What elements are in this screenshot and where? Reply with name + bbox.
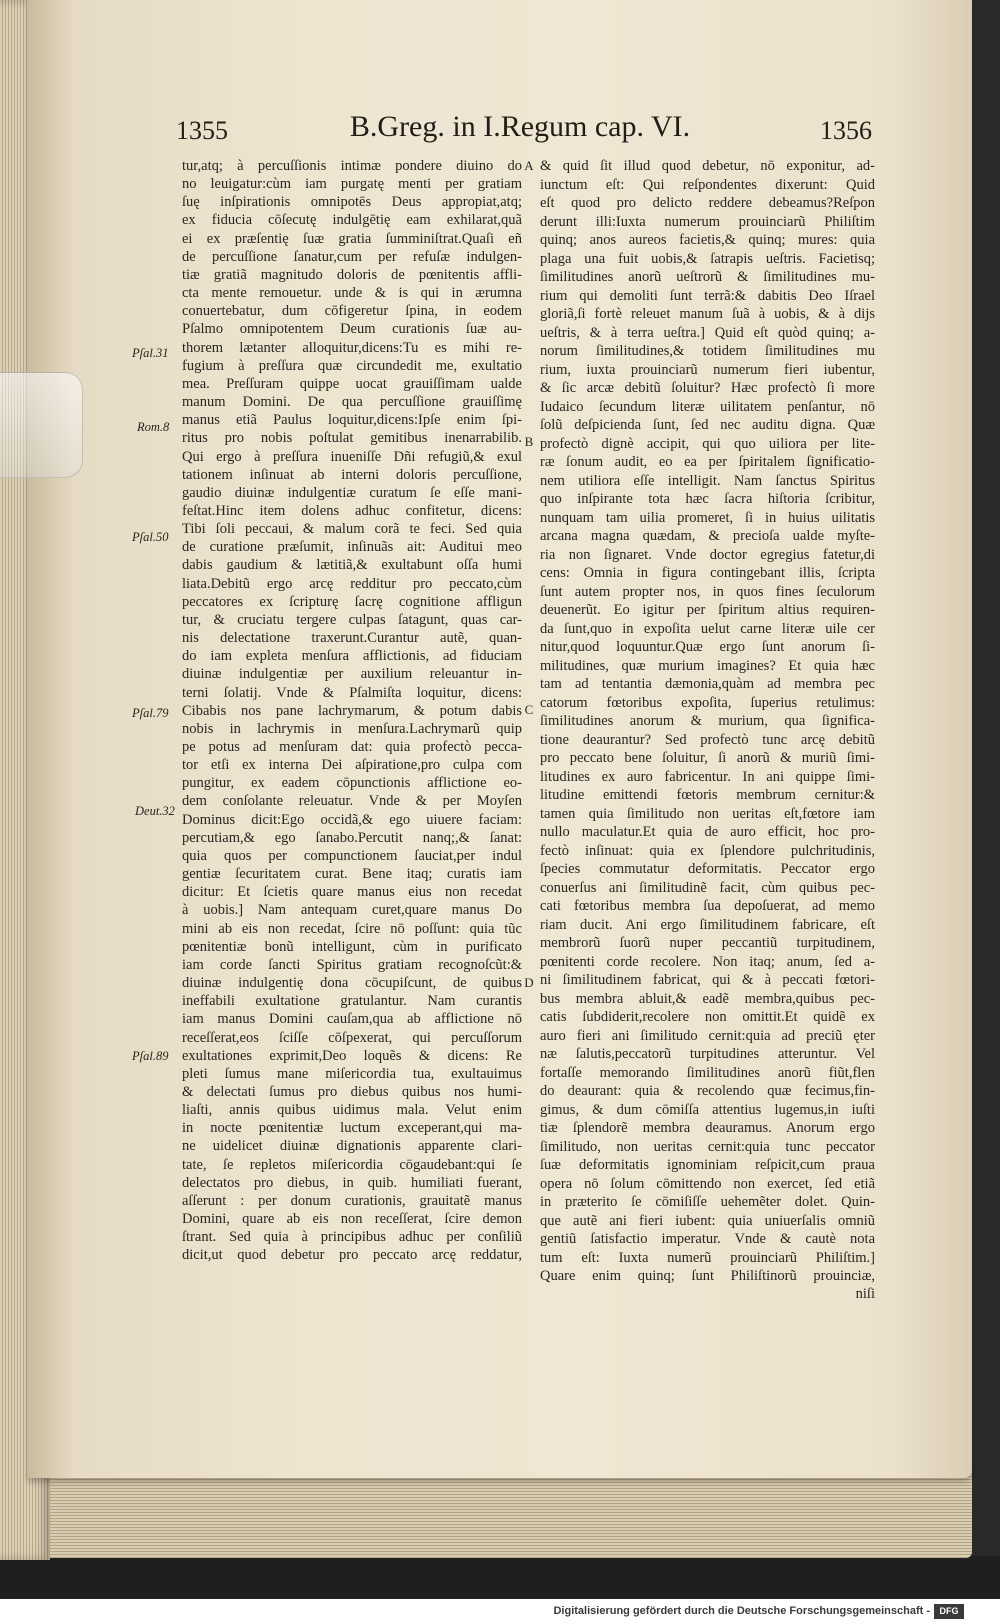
text-line: ſimilitudines anorũ ueſtrorũ & ſimilitudines mu- <box>540 269 875 285</box>
text-line: riam ducit. Ani ergo ſimilitudinem fabricare, eſt <box>540 916 875 933</box>
text-line: ex fiducia cōſecutę indulgētię eam exhilarat,quã <box>182 212 522 229</box>
section-marker: B <box>524 434 534 449</box>
text-line: norum ſimilitudines,& totidem ſimilitudines mu <box>540 343 875 359</box>
text-line: liata.Debitũ ergo arcę redditur pro peccato,cùm <box>182 575 522 592</box>
bookmark-tab <box>0 372 83 478</box>
text-line: dem conſolante releuatur. Vnde & per Moyſen <box>182 793 522 810</box>
text-line: delectatos pro diebus, in quib. humiliati fuerant, <box>182 1174 522 1191</box>
text-line: nem utiliora eſſe intelligit. Nam ſanctus Spiritus <box>540 472 875 489</box>
text-line: tur,atq; à percuſſionis intimæ pondere diuino do <box>182 158 522 174</box>
text-line: da ſunt,quo in expoſita uelut carne literæ uile cer <box>540 620 875 637</box>
text-line: tationem inſinuat ab interni doloris percuſſione, <box>182 466 522 483</box>
text-line: tum eſt: Iuxta numerũ prouinciarũ Philiſtim.] <box>540 1249 875 1266</box>
funding-credit: Digitalisierung gefördert durch die Deutsche Forschungsgemeinschaft - <box>553 1605 930 1617</box>
text-line: derunt illi:Iuxta numerum prouinciarũ Philiſtim <box>540 213 875 230</box>
text-line: gloriã,ſi fortè releuet manum ſuã à uobis, & à dijs <box>540 306 875 322</box>
margin-note: Deut.32 <box>135 804 175 818</box>
text-line: tamen quia ſimilitudo non ueritas eſt,fœtore iam <box>540 805 875 822</box>
text-line: nitur,quod loquuntur.Quæ ergo ſunt anorum ſi- <box>540 639 875 655</box>
text-line: tiæ gratiã magnitudo doloris de pœnitentis affli- <box>182 266 522 283</box>
text-line: rium, iuxta prouinciarũ numerum fieri iubentur, <box>540 361 875 378</box>
text-line: pe potus ad menſuram dat: quia profectò pecca- <box>182 739 522 755</box>
text-line: Domini, quare ab eis non receſſerat, ſcire demon <box>182 1211 522 1228</box>
text-line: nunquam tam uilia promeret, ſi in huius uilitatis <box>540 509 875 526</box>
text-line: receſſerat,eos ſciſſe cōſpexerat, qui percuſſorum <box>182 1029 522 1046</box>
text-line: ſimilitudines anorum & murium, qua ſignifica- <box>540 713 875 729</box>
text-line: Tibi ſoli peccaui, & malum corã te feci. Sed quia <box>182 521 522 538</box>
right-text-column <box>540 157 875 1286</box>
text-line: que autẽ ani fieri iubent: quia uniuerſalis omniũ <box>540 1212 875 1229</box>
text-line: tor etſi ex interna Dei aſpiratione,pro culpa com <box>182 757 522 774</box>
text-line: Pſalmo omnipotentem Deum curationis ſuæ au- <box>182 321 522 338</box>
text-line: exultationes exprimit,Deo loquẽs & dicens: Re <box>182 1047 522 1064</box>
text-line: de percuſſione ſanatur,cum per refuſæ indulgen- <box>182 248 522 265</box>
text-line: quia quos per compunctionem ſauciat,per indul <box>182 847 522 864</box>
text-line: percutiam,& ego ſanabo.Percutit nanq;,& ſanat: <box>182 829 522 846</box>
section-marker: A <box>524 158 534 173</box>
text-line: in præterito ſe cōmiſiſſe uehemẽter dolet. Quin- <box>540 1194 875 1210</box>
text-line: gimus, & dum cōmiſſa attentius lugemus,in iuſti <box>540 1101 875 1118</box>
margin-note: Pſal.31 <box>132 346 169 360</box>
text-line: catorum fœtoribus expoſita, ſuperius retulimus: <box>540 694 875 711</box>
text-line: bus membra abluit,& eadẽ membra,quibus pec- <box>540 990 875 1007</box>
text-line: ſuæ deformitatis ignominiam reſpicit,cum praua <box>540 1157 875 1173</box>
text-line: do deaurant: quia & recolendo quæ fecimus,fin- <box>540 1083 875 1099</box>
text-line: tate, ſe repletos miſericordia cōgaudebant:qui ſe <box>182 1156 522 1173</box>
text-line: rium qui demoliti ſunt terrã:& dabitis Deo Iſrael <box>540 287 875 304</box>
text-line: aſſerunt : per donum curationis, grauitatẽ manus <box>182 1192 522 1209</box>
text-line: liaſti, annis quibus uidimus mala. Velut enim <box>182 1102 522 1119</box>
text-line: peccatores ex ſcripturę ſacrę cognitione affligun <box>182 593 522 610</box>
text-line: tur, & cruciatu tergere culpas ſatagunt, quas car- <box>182 611 522 628</box>
text-line: ſtrant. Sed quia à principibus adhuc per conſiliũ <box>182 1229 522 1246</box>
text-line: cens: Omnia in figura contingebant illis, ſcripta <box>540 565 875 581</box>
text-line: in nocte pœnitentiæ luctum exceperant,qui ma- <box>182 1120 522 1137</box>
text-line: pleti ſumus mane miſericordia tua, exultauimus <box>182 1065 522 1082</box>
section-marker: C <box>524 702 534 717</box>
text-line: arcana magna quædam, & precioſa ualde myſte- <box>540 528 875 544</box>
text-line: terni ſolatij. Vnde & Pſalmiſta loquitur, dicens: <box>182 684 522 701</box>
text-line: ſuę inſpirationis omnipotēs Deus appropiat,atq; <box>182 194 522 211</box>
text-line: de curatione præſumit, inſinuãs ait: Auditui meo <box>182 539 522 556</box>
text-line: manum Domini. De qua percuſſione grauiſſimę <box>182 394 522 411</box>
text-line: & quid ſit illud quod debetur, nō exponitur, ad- <box>540 158 875 174</box>
text-line: plaga una fuit uobis,& ſatrapis ueſtris. Facietisq; <box>540 250 875 267</box>
text-line: deuenerũt. Eo igitur per ſpiritum altius requiren- <box>540 602 875 618</box>
left-text-column <box>182 157 522 1265</box>
text-line: nobis in lachrymis in menſura.Lachrymarũ quip <box>182 720 522 737</box>
text-line: quo inſpirante tota hæc ſacra hiſtoria ſcribitur, <box>540 491 875 507</box>
text-line: à uobis.] Nam antequam curet,quare manus Do <box>182 902 522 919</box>
text-line: dicit,ut quod debetur pro peccato arcę reddatur, <box>182 1247 522 1264</box>
text-line: & delectati ſumus pro diebus quibus nos humi- <box>182 1083 522 1100</box>
text-line: ni ſimilitudinem fabricat, qui & à peccati fœtori- <box>540 972 875 988</box>
text-line: diuinæ indulgentię dona cōcupiſcunt, de quibus <box>182 975 522 992</box>
text-line: ueſtris, & à terra ueſtra.] Quid eſt quòd quinq; a- <box>540 324 875 341</box>
text-line: opera nō ſolum cōmittendo non exercet, ſed etiã <box>540 1175 875 1192</box>
text-line: iunctum eſt: Qui reſpondentes dixerunt: Quid <box>540 176 875 193</box>
text-line: ræ ſonum audit, eo ea per ſpiritalem ſignificatio- <box>540 454 875 470</box>
text-line: Quare enim quinq; ſunt Philiſtinorũ prouinciæ, <box>540 1268 875 1284</box>
page-number-right: 1356 <box>820 116 872 145</box>
text-line: fugium à preſſura quæ circundedit me, exultatio <box>182 357 522 374</box>
text-line: dabis gaudium & lætitiã,& exultabunt oſſa humi <box>182 557 522 574</box>
text-line: pungitur, ex eadem cōpunctionis afflictione eo- <box>182 775 522 792</box>
text-line: profectò dignè accipit, qui quo uiliora per lite- <box>540 435 875 452</box>
dfg-logo: DFG <box>934 1604 964 1619</box>
text-line: mini ab eis non recedat, ſcire nō poſſunt: quia tũc <box>182 920 522 937</box>
text-line: ei ex præſentię ſuæ gratia ſumminiſtrat.Quaſi eñ <box>182 230 522 247</box>
text-line: ria non ſignaret. Vnde doctor egregius fatetur,di <box>540 546 875 563</box>
text-line: Qui ergo à preſſura inueniſſe Dñi refugiũ,& exul <box>182 448 522 465</box>
digitization-footer <box>0 1599 1000 1624</box>
text-line: tione deaurantur? Sed profectò tunc arcę debitũ <box>540 731 875 748</box>
text-line: gaudio diuinæ indulgentiæ curatum ſe eſſe mani- <box>182 484 522 501</box>
text-line: pœnitenti corde recolere. Non itaq; anum, ſed a- <box>540 953 875 970</box>
margin-note: Pſal.79 <box>132 706 169 720</box>
text-line: conuertebatur, dum cōfigeretur ſpina, in eodem <box>182 303 522 320</box>
margin-note: Pſal.89 <box>132 1049 169 1063</box>
text-line: no leuigatur:cùm iam purgatę menti per gratiam <box>182 176 522 193</box>
text-line: pro peccato bene ſoluitur, ſi anorũ & muriũ ſimi- <box>540 750 875 766</box>
text-line: manus etiã Paulus loquitur,dicens:Ipſe enim ſpi- <box>182 412 522 429</box>
text-line: pœnitentiæ bonũ intelligunt, cùm in purificato <box>182 938 522 955</box>
text-line: quinq; anos aureos facietis,& quinq; mures: quia <box>540 232 875 248</box>
text-line: membrorũ ſuorũ nuper peccantiũ turpitudinem, <box>540 935 875 951</box>
text-line: catis ſubdiderit,recolere non omittit.Et quidẽ ex <box>540 1009 875 1025</box>
text-line: gentiæ ſecuritatem curat. Bene itaq; curatis iam <box>182 866 522 883</box>
margin-note: Rom.8 <box>137 420 170 434</box>
catchword: niſi <box>855 1286 875 1302</box>
margin-note: Pſal.50 <box>132 530 169 544</box>
text-line: eſt quod pro delicto reddere debeamus?Reſpon <box>540 195 875 211</box>
text-line: ſunt autem propter nos, in quos fines ſeculorum <box>540 583 875 600</box>
text-line: mea. Preſſuram quippe uocat grauiſſimam ualde <box>182 375 522 392</box>
text-line: ſimilitudo, non ueritas cernit:quia tunc peccator <box>540 1138 875 1155</box>
running-title: B.Greg. in I.Regum cap. VI. <box>349 110 691 143</box>
text-line: Cibabis nos pane lachrymarum, & potum dabis <box>182 702 522 719</box>
text-line: Iudaico ſecundum literæ uilitatem penſantur, nō <box>540 398 875 415</box>
text-line: thorem lætanter alloquitur,dicens:Tu es mihi re- <box>182 339 522 356</box>
text-line: conuerſus ani ſimilitudinẽ facit, cùm quibus pec- <box>540 879 875 896</box>
text-line: do iam expleta menſura afflictionis, ad fiduciam <box>182 648 522 665</box>
text-line: & ſic arcæ debitũ ſoluitur? Hæc profectò ſi more <box>540 380 875 396</box>
text-line: næ ſalutis,peccatorũ turpitudines atteruntur. Vel <box>540 1046 875 1062</box>
page-number-left: 1355 <box>176 116 228 145</box>
text-line: Dominus dicit:Ego occidã,& ego uiuere faciam: <box>182 811 522 828</box>
text-line: iam corde ſancti Spiritus gratiam recognoſcũt:& <box>182 956 522 973</box>
text-line: ineffabili exultatione gratulantur. Nam curantis <box>182 993 522 1010</box>
text-line: cati fœtoribus membra ſua depoſuerat, ad memo <box>540 898 875 914</box>
text-line: tiæ ſplendorẽ membra deauramus. Anorum ergo <box>540 1120 875 1136</box>
text-line: litudine emittendi fœtoris membrum cernitur:& <box>540 787 875 803</box>
scan-background <box>0 1556 1000 1600</box>
text-line: diuinæ indulgentiæ per auxilium releuantur in- <box>182 666 522 683</box>
text-line: tam ad tentantia dæmonia,quàm ad membra pec <box>540 676 875 692</box>
text-line: ne uidelicet diuinæ dignationis apparente clari- <box>182 1138 522 1155</box>
text-line: iam manus Domini cauſam,qua ab afflictione nō <box>182 1011 522 1028</box>
text-line: feſtat.Hinc item dolens adhuc confitetur, dicens: <box>182 502 522 519</box>
section-marker: D <box>524 975 534 990</box>
text-line: nis delectatione traxerunt.Curantur autẽ, quan- <box>182 630 522 647</box>
text-line: litudines ex auro fabricentur. In ani quippe ſimi- <box>540 768 875 785</box>
text-line: gentiũ ſatisfactio imperatur. Vnde & cautè nota <box>540 1231 875 1247</box>
text-line: fectò inſinuat: quia ex ſplendore pulchritudinis, <box>540 842 875 859</box>
text-line: ſolũ deſpicienda ſunt, ſed nec auditu digna. Quæ <box>540 417 875 433</box>
text-line: militudines, quæ murium imagines? Et quia hæc <box>540 657 875 674</box>
text-line: nullo maculatur.Et quia de auro efficit, hoc pro- <box>540 824 875 840</box>
text-line: ſpecies commutatur deformitatis. Peccator ergo <box>540 861 875 877</box>
text-line: auro fieri ani ſimilitudo cernit:quia ad preciũ ęter <box>540 1027 875 1044</box>
page-edges-bottom <box>0 1468 972 1558</box>
text-line: fortaſſe memorando ſimilitudines anorũ fiũt,flen <box>540 1064 875 1081</box>
text-line: dicitur: Et ſcietis quare manus eius non recedat <box>182 884 522 901</box>
text-line: cta mente remouetur. unde & is qui in ærumna <box>182 285 522 302</box>
text-line: ritus pro nobis poſtulat gemitibus inenarrabilib. <box>182 430 522 447</box>
